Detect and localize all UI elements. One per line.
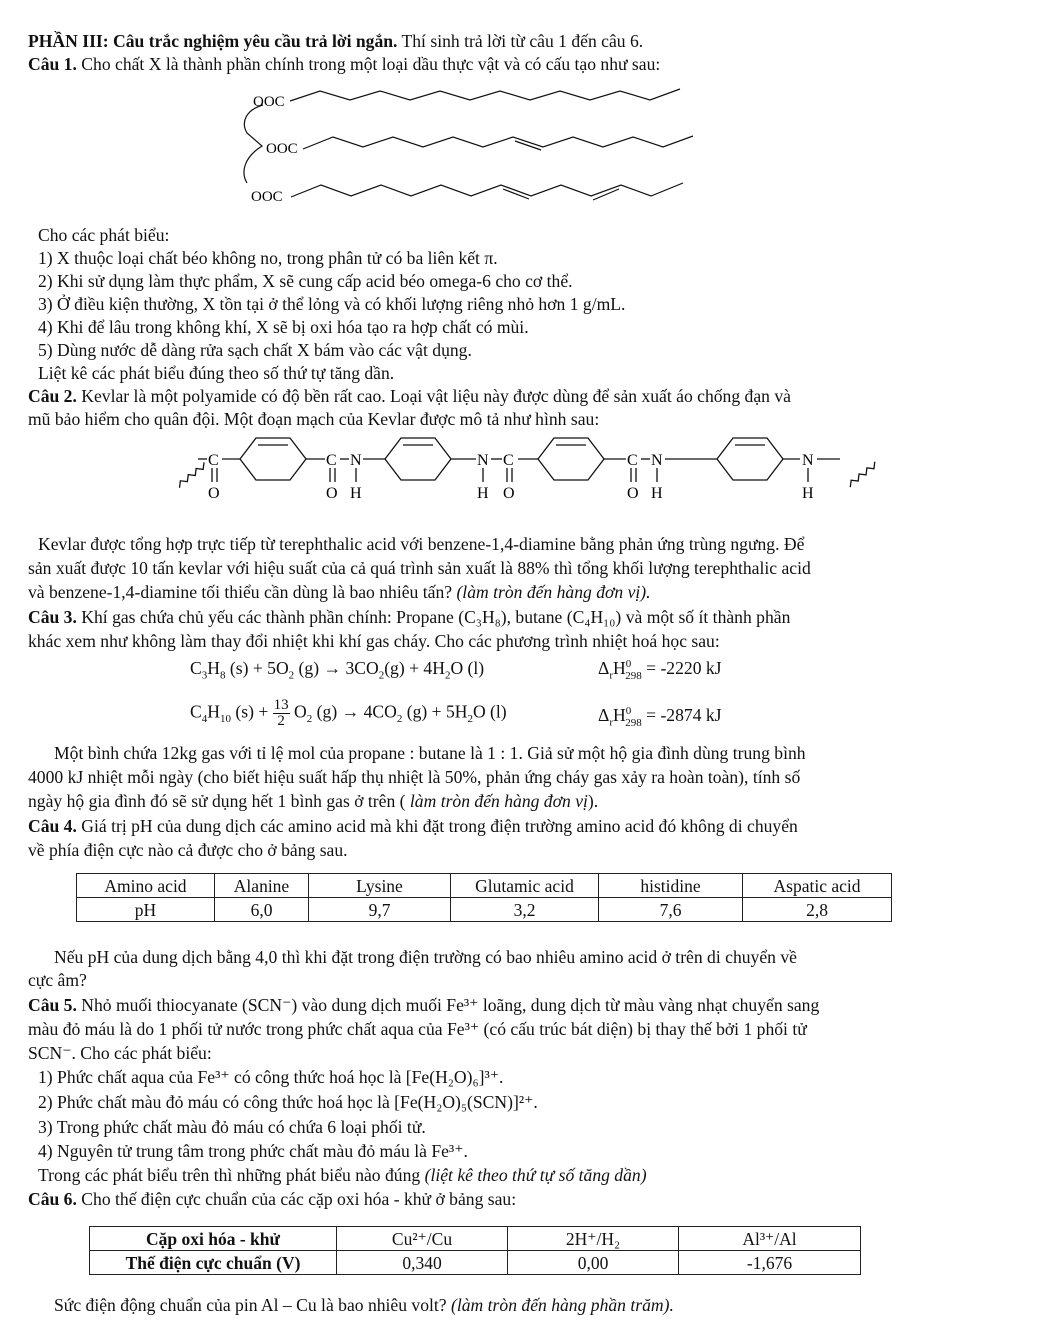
atom-n: N [651, 452, 663, 469]
table-header-row [77, 874, 892, 898]
table-cell: pH [77, 898, 215, 922]
q5-statement: 4) Nguyên tử trung tâm trong phức chất màu đỏ máu là Fe³⁺. [38, 1141, 468, 1161]
electrode-potential-table [89, 1226, 861, 1275]
table-cell: Alanine [215, 874, 309, 898]
table-cell: -1,676 [679, 1251, 861, 1275]
atom-n: N [477, 452, 489, 469]
table-cell: Lysine [309, 874, 451, 898]
atom-c: C [627, 452, 638, 469]
q6-ask: Sức điện động chuẩn của pin Al – Cu là bao nhiêu volt? (làm tròn đến hàng phần trăm). [54, 1295, 674, 1315]
q2-stem-5: và benzene-1,4-diamine tối thiểu cần dùng là bao nhiêu tấn? (làm tròn đến hàng đơn vị). [28, 582, 651, 602]
equation-propane: $C_3H_8$ $(s) + 5O_2$ $(g) \to 3CO_2(g) + 4H_2O$ (l) [190, 658, 485, 682]
q5-statement: 2) Phức chất màu đỏ máu có công thức hoá học là [Fe(H₂O)₅(SCN)]²⁺. [38, 1092, 538, 1112]
q2-stem-4: sản xuất được 10 tấn kevlar với hiệu suất của cả quá trình sản xuất là 88% thì tổng khối lượng terephthalic acid [28, 558, 811, 578]
q6-stem-1: Câu 6. Cho thế điện cực chuẩn của các cặp oxi hóa - khử ở bảng sau: [28, 1189, 517, 1209]
fraction: $\frac{13}{2}$ [273, 697, 289, 729]
q5-ask: Trong các phát biểu trên thì những phát biểu nào đúng (liệt kê theo thứ tự số tăng dần) [38, 1165, 647, 1185]
q5-stem-2: màu đỏ máu là do 1 phối tử nước trong phức chất aqua của Fe³⁺ (có cấu trúc bát diện) bị thay thế bởi 1 phối tử [28, 1019, 807, 1039]
atom-h: H [802, 485, 814, 502]
q2-stem-1: Câu 2. Kevlar là một polyamide có độ bền rất cao. Loại vật liệu này được dùng để sản xuất áo chống đạn và [28, 386, 791, 406]
q3-stem-2: khác xem như không làm thay đổi nhiệt khi khí gas cháy. Cho các phương trình nhiệt hoá học sau: [28, 631, 720, 651]
q5-stem-3: SCN⁻. Cho các phát biểu: [28, 1043, 212, 1063]
table-cell: 3,2 [451, 898, 599, 922]
q1-statements-intro: Cho các phát biểu: [38, 225, 170, 245]
atom-h: H [350, 485, 362, 502]
q5-statement: 3) Trong phức chất màu đỏ máu có chứa 6 loại phối tử. [38, 1117, 426, 1137]
q1-statement: 2) Khi sử dụng làm thực phẩm, X sẽ cung cấp acid béo omega-6 cho cơ thể. [38, 271, 573, 291]
atom-n: N [802, 452, 814, 469]
q2-stem-2: mũ bảo hiểm cho quân đội. Một đoạn mạch của Kevlar được mô tả như hình sau: [28, 409, 600, 429]
table-cell: 6,0 [215, 898, 309, 922]
atom-o: O [326, 485, 338, 502]
atom-n: N [350, 452, 362, 469]
table-cell: Glutamic acid [451, 874, 599, 898]
table-cell: 2,8 [743, 898, 892, 922]
q4-stem-1: Câu 4. Giá trị pH của dung dịch các amino acid mà khi đặt trong điện trường amino acid đó không di chuyển [28, 816, 798, 836]
table-cell: Al³⁺/Al [679, 1227, 861, 1251]
table-cell: Aspatic acid [743, 874, 892, 898]
q3-stem-4: 4000 kJ nhiệt mỗi ngày (cho biết hiệu suất hấp thụ nhiệt là 50%, phản ứng cháy gas xảy ra hoàn toàn), tính số [28, 767, 801, 787]
q1-statement: 5) Dùng nước dễ dàng rửa sạch chất X bám vào các vật dụng. [38, 340, 472, 360]
ester-label-1: OOC [253, 94, 285, 110]
q1-stem: Câu 1. Cho chất X là thành phần chính trong một loại dầu thực vật và có cấu tạo như sau: [28, 54, 661, 74]
amino-acid-ph-table [76, 873, 892, 922]
section-title: PHẦN III: Câu trắc nghiệm yêu cầu trả lời ngắn. Thí sinh trả lời từ câu 1 đến câu 6. [28, 31, 644, 51]
atom-o: O [627, 485, 639, 502]
table-cell: 9,7 [309, 898, 451, 922]
equation-butane: $C_4H_{10}$ (s) + $\frac{13}{2}$ $O_2$ $(g) \to 4CO_2$ $(g) + 5H_2O$ (l) [190, 697, 507, 729]
q1-statement: 4) Khi để lâu trong không khí, X sẽ bị oxi hóa tạo ra hợp chất có mùi. [38, 317, 529, 337]
atom-h: H [477, 485, 489, 502]
enthalpy-butane: $\Delta_rH^0_{298} = -2874$ kJ [598, 705, 722, 729]
table-cell: 7,6 [599, 898, 743, 922]
table-cell: 2H⁺/H₂ [508, 1227, 679, 1251]
ester-label-2: OOC [266, 141, 298, 157]
kevlar-structure [160, 432, 880, 524]
q3-stem-3: Một bình chứa 12kg gas với tỉ lệ mol của propane : butane là 1 : 1. Giả sử một hộ gia đình dùng trung bình [54, 743, 806, 763]
q3-stem-5: ngày hộ gia đình đó sẽ sử dụng hết 1 bình gas ở trên ( làm tròn đến hàng đơn vị). [28, 791, 599, 811]
table-cell: Cu²⁺/Cu [337, 1227, 508, 1251]
atom-o: O [503, 485, 515, 502]
triglyceride-structure [225, 78, 705, 218]
q3-stem-1: Câu 3. Khí gas chứa chủ yếu các thành phần chính: Propane (C₃H₈), butane (C₄H₁₀) và một số ít thành phần [28, 607, 791, 627]
q4-stem-2: về phía điện cực nào cả được cho ở bảng sau. [28, 840, 348, 860]
enthalpy-propane: $\Delta_rH^0_{298} = -2220$ kJ [598, 658, 722, 682]
q4-stem-4: cực âm? [28, 970, 87, 990]
atom-c: C [503, 452, 514, 469]
table-cell: Amino acid [77, 874, 215, 898]
q2-stem-3: Kevlar được tổng hợp trực tiếp từ terephthalic acid với benzene-1,4-diamine bằng phản ứng trùng ngưng. Để [38, 534, 805, 554]
table-row [90, 1251, 861, 1275]
q1-statement: 3) Ở điều kiện thường, X tồn tại ở thể lỏng và có khối lượng riêng nhỏ hơn 1 g/mL. [38, 294, 626, 314]
q1-ask: Liệt kê các phát biểu đúng theo số thứ tự tăng dần. [38, 363, 395, 383]
q4-stem-3: Nếu pH của dung dịch bằng 4,0 thì khi đặt trong điện trường có bao nhiêu amino acid ở trên di chuyển về [54, 947, 797, 967]
table-cell: histidine [599, 874, 743, 898]
table-header-row [90, 1227, 861, 1251]
ester-label-3: OOC [251, 189, 283, 205]
table-row [77, 898, 892, 922]
table-cell: Thế điện cực chuẩn (V) [90, 1251, 337, 1275]
q5-statement: 1) Phức chất aqua của Fe³⁺ có công thức hoá học là [Fe(H₂O)₆]³⁺. [38, 1067, 504, 1087]
q1-statement: 1) X thuộc loại chất béo không no, trong phân tử có ba liên kết π. [38, 248, 498, 268]
table-cell: 0,340 [337, 1251, 508, 1275]
q5-stem-1: Câu 5. Nhỏ muối thiocyanate (SCN⁻) vào dung dịch muối Fe³⁺ loãng, dung dịch từ màu vàng nhạt chuyển sang [28, 995, 820, 1015]
atom-h: H [651, 485, 663, 502]
atom-c: C [208, 452, 219, 469]
table-cell: 0,00 [508, 1251, 679, 1275]
atom-c: C [326, 452, 337, 469]
atom-o: O [208, 485, 220, 502]
table-cell: Cặp oxi hóa - khử [90, 1227, 337, 1251]
